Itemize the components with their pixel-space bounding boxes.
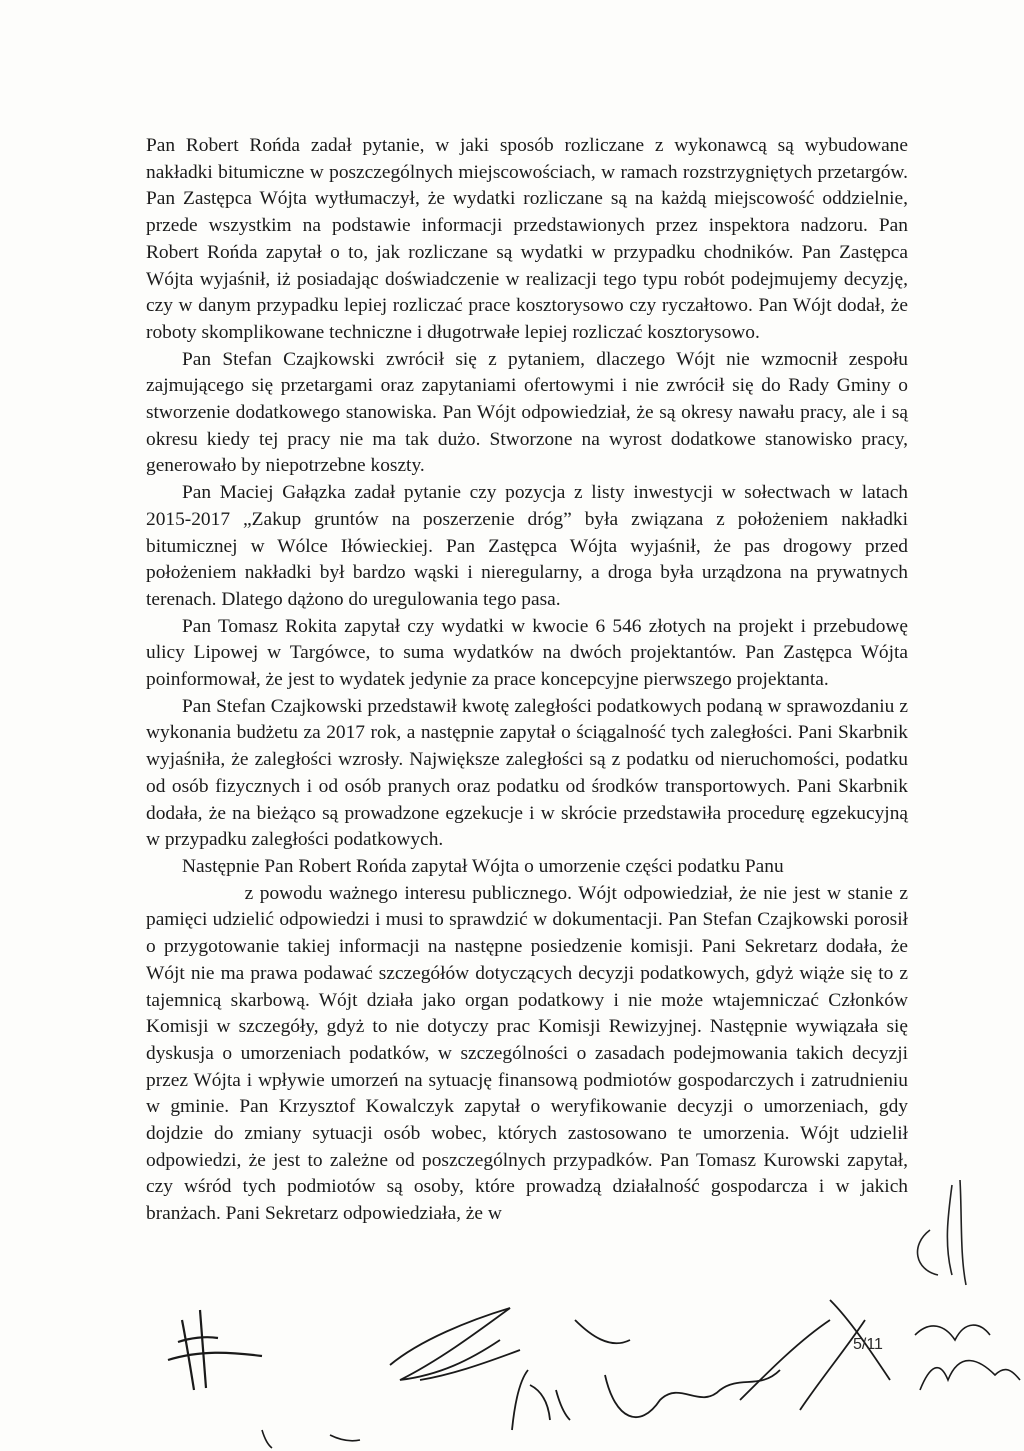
page-number: 5/11 [853,1336,883,1353]
paragraph-4: Pan Tomasz Rokita zapytał czy wydatki w kwocie 6 546 złotych na projekt i przebudowę ulicy Lipowej w Targówce, to suma wydatków na dwóch projektantów. Pan Zastępca Wójta poinformował, że jest to wydatek jedynie za prace koncepcyjne pierwszego projektanta. [146,615,908,691]
paragraph-6-rest: z powodu ważnego interesu publicznego. Wójt odpowiedział, że nie jest w stanie z pamięci udzielić odpowiedzi i musi to sprawdzić w dokumentacji. Pan Stefan Czajkowski porosił o przygotowanie takiej informacji na następne posiedzenie komisji. Pani Sekretarz dodała, że Wójt nie ma prawa podawać szczegółów dotyczących decyzji podatkowych, gdyż wiąże się to z tajemnicą skarbową. Wójt działa jako organ podatkowy i nie może wtajemniczać Członków Komisji w szczegóły, gdyż to nie dotyczy prac Komisji Rewizyjnej. Następnie wywiązała się dyskusja o umorzeniach podatków, w szczególności o zasadach podejmowania takich decyzji przez Wójta i wpływie umorzeń na sytuację finansową podmiotów gospodarczych i zatrudnieniu w gminie. Pan Krzysztof Kowalczyk zapytał o weryfikowanie decyzji o umorzeniach, gdy dojdzie do zmiany sytuacji osób wobec, których zastosowano te umorzenia. Wójt udzielił odpowiedzi, że jest to zależne od poszczególnych przypadków. Pan Tomasz Kurowski zapytał, czy wśród tych podmiotów są osoby, które prowadzą działalność gospodarcza i w jakich branżach. Pani Sekretarz odpowiedziała, że w [146,882,908,1225]
signature-3 [512,1320,630,1430]
signature-1 [168,1310,262,1390]
paragraph-3: Pan Maciej Gałązka zadał pytanie czy pozycja z listy inwestycji w sołectwach w latach 2015-2017 „Zakup gruntów na poszerzenie dróg” była związana z położeniem nakładki bitumicznej w Wólce Iłówieckiej. Pan Zastępca Wójta wyjaśnił, że pas drogowy przed położeniem nakładki był bardzo wąski i nieregularny, a droga była urządzona na prywatnych terenach. Dlatego dążono do uregulowania tego pasa. [146,482,908,610]
document-body [146,133,908,1228]
signature-2 [390,1308,520,1380]
paragraph-5: Pan Stefan Czajkowski przedstawił kwotę zaległości podatkowych podaną w sprawozdaniu z wykonania budżetu za 2017 rok, a następnie zapytał o ściągalność tych zaległości. Pani Skarbnik wyjaśniła, że zaległości wzrosły. Największe zaległości są z podatku od nieruchomości, podatku od osób fizycznych i od osób pranych oraz podatku od środków transportowych. Pani Skarbnik dodała, że na bieżąco są prowadzone egzekucje i w skrócie przedstawiła procedurę egzekucyjną w przypadku zaległości podatkowych. [146,695,908,851]
paragraph-6-first-line: Następnie Pan Robert Rońda zapytał Wójta o umorzenie części podatku Panu [182,855,784,877]
signature-4 [605,1300,890,1417]
signature-5 [915,1325,1020,1390]
paragraph-1: Pan Robert Rońda zadał pytanie, w jaki sposób rozliczane z wykonawcą są wybudowane nakładki bitumiczne w poszczególnych miejscowościach, w ramach rozstrzygniętych przetargów. Pan Zastępca Wójta wytłumaczył, że wydatki rozliczane są na każdą miejscowość oddzielnie, przede wszystkim na podstawie informacji przedstawionych przez inspektora nadzoru. Pan Robert Rońda zapytał o to, jak rozliczane są wydatki w przypadku chodników. Pan Zastępca Wójta wyjaśnił, iż posiadając doświadczenie w realizacji tego typu robót podejmujemy decyzję, czy w danym przypadku lepiej rozliczać prace kosztorysowo czy ryczałtowo. Pan Wójt dodał, że roboty skomplikowane techniczne i długotrwałe lepiej rozliczać kosztorysowo. [146,135,908,343]
initials-marks [262,1430,360,1448]
paragraph-6 [146,854,908,1228]
signatures-area [0,1280,1024,1451]
paragraph-2: Pan Stefan Czajkowski zwrócił się z pytaniem, dlaczego Wójt nie wzmocnił zespołu zajmującego się przetargami oraz zapytaniami ofertowymi i nie zwrócił się do Rady Gminy o stworzenie dodatkowego stanowiska. Pan Wójt odpowiedział, że są okresy nawału pracy, ale i są okresu kiedy tej pracy nie ma tak dużo. Stworzone na wyrost dodatkowe stanowisko pracy, generowało by niepotrzebne koszty. [146,348,908,477]
